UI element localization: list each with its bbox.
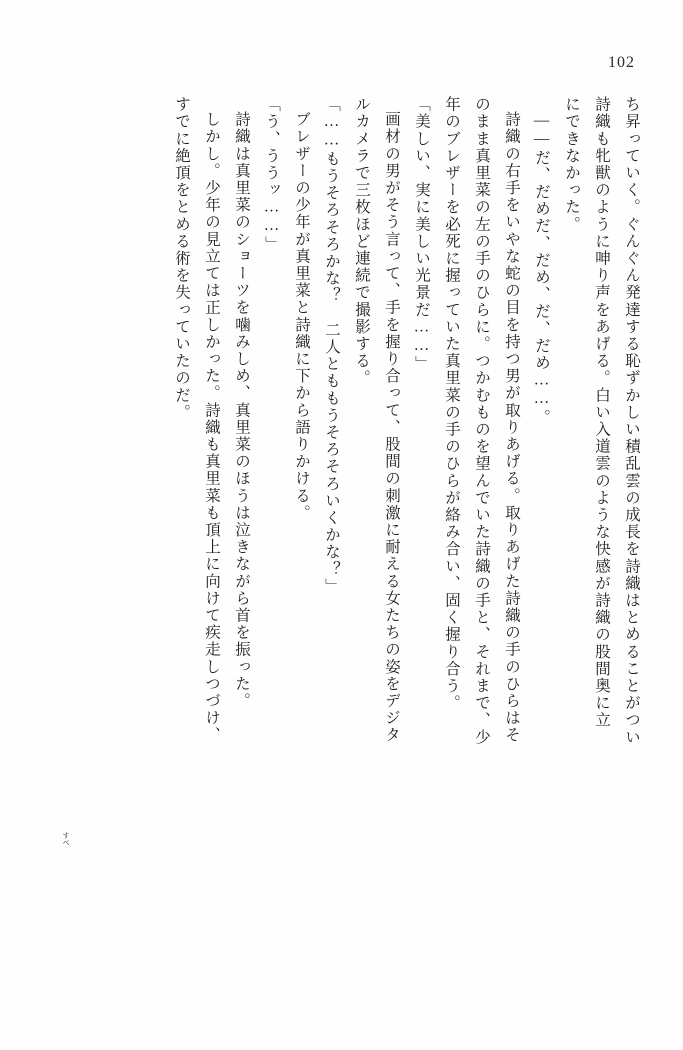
ruby-annotation: すべ — [62, 832, 70, 846]
text-column: 「う、ううッ……」 — [263, 96, 280, 253]
text-column: ブレザーの少年が真里菜と詩織に下から語りかける。 — [293, 111, 310, 522]
text-column: 「美しい、実に美しい光景だ……」 — [413, 96, 430, 373]
text-column: ち昇っていく。ぐんぐん発達する恥ずかしい積乱雲の成長を詩織はとめることがつい — [623, 96, 640, 746]
text-column: 詩織も牝獣のように呻り声をあげる。白い入道雲のような快感が詩織の股間奥に立 — [593, 96, 610, 729]
page-number: 102 — [608, 54, 635, 71]
text-column: しかし。少年の見立ては正しかった。詩織も真里菜も頂上に向けて疾走しつづけ、 — [203, 111, 220, 744]
text-column: 年のブレザーを必死に握っていた真里菜の手のひらが絡み合い、固く握り合う。 — [443, 96, 460, 712]
text-column: 「……もうそろそろかな？ 二人とももうそろそろいくかな？」 — [323, 96, 340, 595]
text-column: 画材の男がそう言って、手を握り合って、股間の刺激に耐える女たちの姿をデジタ — [383, 111, 400, 744]
text-column: ルカメラで三枚ほど連続で撮影する。 — [353, 96, 370, 387]
vertical-text-body — [40, 96, 639, 992]
text-column: のまま真里菜の左の手のひらに。つかむものを望んでいた詩織の手と、それまで、少 — [473, 96, 490, 746]
text-column: にできなかった。 — [563, 96, 580, 233]
text-column: 詩織は真里菜のショーツを噛みしめ、真里菜のほうは泣きながら首を振った。 — [233, 111, 250, 710]
text-column: 詩織の右手をいやな蛇の目を持つ男が取りあげる。取りあげた詩織の手のひらはそ — [503, 111, 520, 744]
text-column: ——だ、だめだ、だめ、だ、だめ……。 — [533, 112, 550, 426]
text-column: すでに絶頂をとめる術を失っていたのだ。 — [173, 96, 190, 421]
